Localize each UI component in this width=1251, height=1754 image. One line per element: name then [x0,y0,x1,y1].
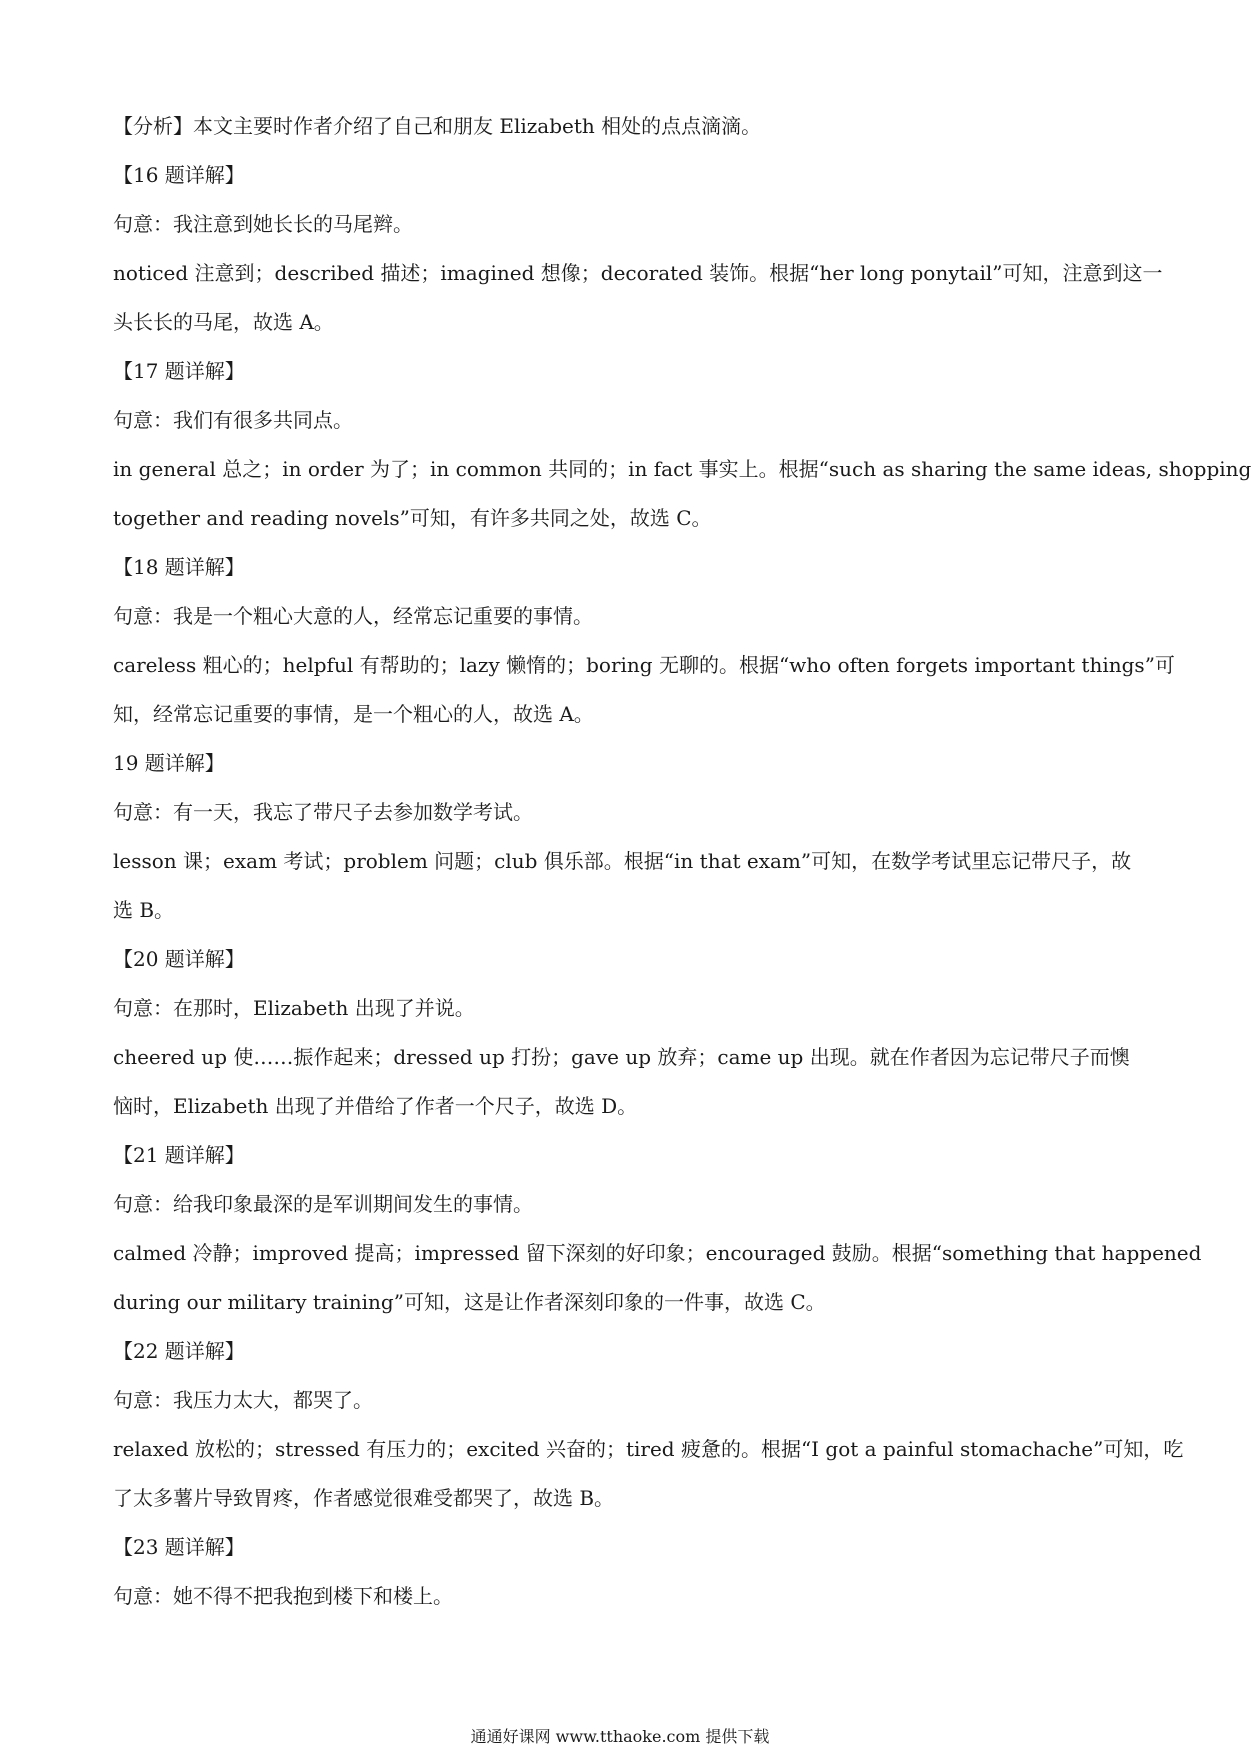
q16-explanation-line-2: 头长长的马尾，故选 A。 [113,310,334,334]
q19-heading: 19 题详解】 [113,751,225,775]
document-body [113,102,1251,1621]
q22-meaning: 句意：我压力太大，都哭了。 [113,1388,373,1412]
q22-explanation-line-2: 了太多薯片导致胃疼，作者感觉很难受都哭了，故选 B。 [113,1486,615,1510]
q23-heading: 【23 题详解】 [113,1535,245,1559]
q17-explanation-line-1: in general 总之；in order 为了；in common 共同的；in fact 事实上。根据“such as sharing the same ideas, shopping [113,457,1251,481]
q20-heading: 【20 题详解】 [113,947,245,971]
q20-explanation-line-2: 恼时，Elizabeth 出现了并借给了作者一个尺子，故选 D。 [113,1094,638,1118]
q20-meaning: 句意：在那时，Elizabeth 出现了并说。 [113,996,475,1020]
q19-explanation-line-2: 选 B。 [113,898,175,922]
page-footer: 通通好课网 www.tthaoke.com 提供下载 [470,1727,770,1746]
q17-meaning: 句意：我们有很多共同点。 [113,408,353,432]
q21-meaning: 句意：给我印象最深的是军训期间发生的事情。 [113,1192,533,1216]
q21-explanation-line-1: calmed 冷静；improved 提高；impressed 留下深刻的好印象；encouraged 鼓励。根据“something that happened [113,1241,1202,1265]
q16-explanation-line-1: noticed 注意到；described 描述；imagined 想像；decorated 装饰。根据“her long ponytail”可知，注意到这一 [113,261,1163,285]
q17-explanation-line-2: together and reading novels”可知，有许多共同之处，故选 C。 [113,506,712,530]
q21-explanation-line-2: during our military training”可知，这是让作者深刻印象的一件事，故选 C。 [113,1290,826,1314]
q18-explanation-line-2: 知，经常忘记重要的事情，是一个粗心的人，故选 A。 [113,702,594,726]
q20-explanation-line-1: cheered up 使……振作起来；dressed up 打扮；gave up 放弃；came up 出现。就在作者因为忘记带尺子而懊 [113,1045,1130,1069]
q19-explanation-line-1: lesson 课；exam 考试；problem 问题；club 俱乐部。根据“in that exam”可知，在数学考试里忘记带尺子，故 [113,849,1132,873]
q16-heading: 【16 题详解】 [113,163,245,187]
q16-meaning: 句意：我注意到她长长的马尾辫。 [113,212,413,236]
q21-heading: 【21 题详解】 [113,1143,245,1167]
q17-heading: 【17 题详解】 [113,359,245,383]
q18-heading: 【18 题详解】 [113,555,245,579]
q19-meaning: 句意：有一天，我忘了带尺子去参加数学考试。 [113,800,533,824]
q18-explanation-line-1: careless 粗心的；helpful 有帮助的；lazy 懒惰的；boring 无聊的。根据“who often forgets important things”可 [113,653,1175,677]
q22-heading: 【22 题详解】 [113,1339,245,1363]
q22-explanation-line-1: relaxed 放松的；stressed 有压力的；excited 兴奋的；tired 疲惫的。根据“I got a painful stomachache”可知，吃 [113,1437,1184,1461]
q23-meaning: 句意：她不得不把我抱到楼下和楼上。 [113,1584,453,1608]
q18-meaning: 句意：我是一个粗心大意的人，经常忘记重要的事情。 [113,604,593,628]
analysis-line: 【分析】本文主要时作者介绍了自己和朋友 Elizabeth 相处的点点滴滴。 [113,114,762,138]
